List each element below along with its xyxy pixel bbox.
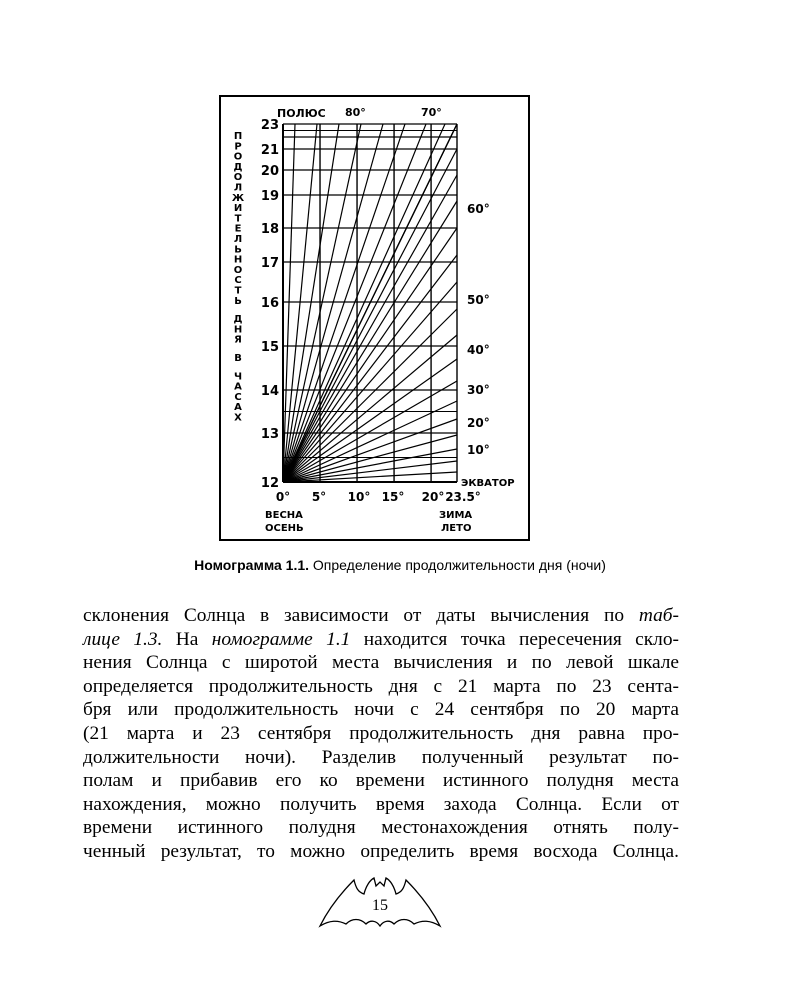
text-line: времени истинного полудня местонахождения отнять полу-: [83, 817, 679, 839]
caption-label: Номограмма 1.1.: [194, 557, 310, 573]
latitude-label: 60°: [467, 202, 490, 216]
y-tick-label: 17: [260, 256, 279, 271]
latitude-line: [283, 124, 383, 482]
axis-title-letter: Л: [233, 182, 243, 194]
latitude-label: 20°: [467, 416, 490, 430]
text-line: полам и прибавив его ко времени истинного полудня места: [83, 770, 679, 792]
axis-title-letter: Ч: [233, 371, 243, 383]
y-tick-label: 20: [260, 164, 279, 179]
text-line: нахождения, можно получить время захода Солнца. Если от: [83, 793, 679, 815]
axis-title-letter: А: [234, 381, 242, 393]
y-tick-label: 19: [260, 189, 279, 204]
text-line: бря или продолжительность ночи с 24 сентября по 20 марта: [83, 699, 679, 721]
season-label: ОСЕНЬ: [265, 523, 304, 534]
text-run: находится точка пересечения скло-: [350, 628, 680, 650]
axis-title-letter: Л: [233, 234, 243, 245]
y-tick-label: 15: [260, 340, 279, 355]
axis-title-letter: Р: [234, 141, 242, 153]
x-tick-label: 23.5°: [445, 490, 481, 504]
figure-caption: [0, 557, 800, 573]
axis-title-letter: С: [234, 391, 242, 403]
season-label: ЛЕТО: [441, 523, 472, 534]
latitude-line: [283, 124, 295, 482]
axis-title-letter: Ж: [231, 192, 245, 204]
latitude-line: [283, 124, 405, 482]
latitude-label: 80°: [345, 106, 366, 119]
latitude-label: 40°: [467, 343, 490, 357]
text-line: нения Солнца с широтой места вычисления и по левой шкале: [83, 652, 679, 674]
y-tick-label: 14: [260, 384, 279, 399]
nomogram-chart: [221, 97, 528, 539]
axis-title-letter: Ь: [234, 244, 242, 256]
y-tick-label: 21: [260, 143, 279, 158]
axis-title-letter: Н: [233, 324, 243, 336]
y-tick-label: 16: [260, 296, 279, 311]
axis-title-letter: Т: [234, 285, 242, 297]
text-line: [83, 604, 679, 628]
x-tick-label: 15°: [381, 490, 405, 504]
axis-title-letter: Н: [233, 254, 243, 266]
text-line: ченный результат, то можно определить время восхода Солнца.: [83, 840, 679, 862]
caption-text: Определение продолжительности дня (ночи): [312, 557, 606, 573]
y-tick-label: 18: [260, 222, 279, 237]
latitude-line: [283, 124, 426, 482]
axis-title-letter: О: [233, 172, 243, 184]
axis-title-letter: Д: [233, 314, 243, 326]
axis-title-letter: О: [233, 264, 243, 276]
italic-run: таб-: [638, 605, 679, 626]
season-label: ЗИМА: [439, 510, 473, 521]
text-line: должительности ночи). Разделив полученный результат по-: [83, 746, 679, 768]
axis-title-letter: Т: [234, 213, 242, 225]
axis-title-letter: П: [233, 131, 243, 142]
y-tick-label: 13: [260, 427, 279, 442]
axis-title-letter: Д: [233, 161, 243, 173]
latitude-label: 50°: [467, 293, 490, 307]
axis-title-letter: А: [234, 402, 242, 414]
y-tick-label: 12: [260, 476, 279, 491]
equator-label: ЭКВАТОР: [461, 478, 515, 489]
latitude-label: 70°: [421, 106, 442, 119]
latitude-label: 30°: [467, 383, 490, 397]
axis-title-letter: Е: [234, 223, 242, 235]
season-label: ВЕСНА: [265, 510, 303, 521]
text-run: На: [162, 628, 212, 650]
text-line: [83, 628, 679, 652]
page-number: 15: [372, 897, 388, 914]
axis-title-letter: С: [234, 275, 242, 287]
x-tick-label: 10°: [347, 490, 371, 504]
nomogram-frame: [219, 95, 530, 541]
pole-label: ПОЛЮС: [277, 107, 326, 120]
latitude-line: [283, 124, 361, 482]
latitude-label: 10°: [467, 443, 490, 457]
axis-title-letter: Я: [234, 334, 242, 346]
text-line: (21 марта и 23 сентября продолжительность дня равна про-: [83, 722, 679, 744]
x-tick-label: 5°: [311, 490, 327, 504]
y-tick-label: 23: [260, 118, 279, 133]
latitude-line: [283, 124, 317, 482]
axis-title-letter: Ь: [234, 295, 242, 307]
axis-title-letter: Х: [234, 412, 242, 424]
body-paragraph: [83, 604, 679, 864]
text-run: склонения Солнца в зависимости от даты вычисления по: [83, 605, 639, 626]
text-line: определяется продолжительность дня с 21 марта по 23 сента-: [83, 675, 679, 697]
x-tick-label: 20°: [421, 490, 445, 504]
x-tick-label: 0°: [275, 490, 291, 504]
italic-run: номограмме 1.1: [211, 628, 351, 650]
axis-title-letter: О: [233, 151, 243, 163]
axis-title-letter: И: [233, 203, 243, 215]
italic-run: лице 1.3.: [83, 628, 163, 650]
axis-title-letter: В: [234, 353, 242, 364]
